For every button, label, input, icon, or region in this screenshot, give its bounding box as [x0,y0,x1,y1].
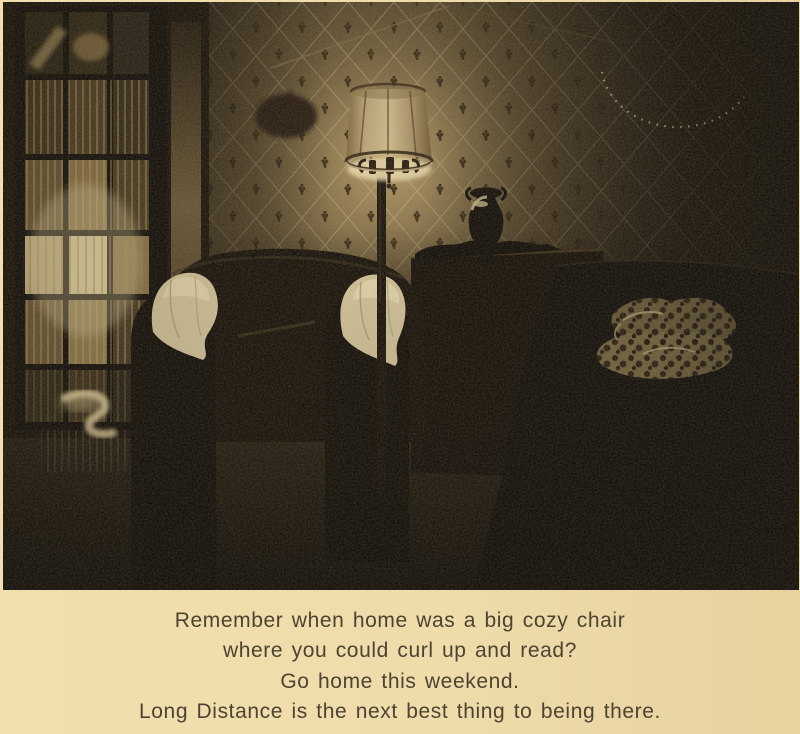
caption [0,606,800,728]
caption-line-2: where you could curl up and read? [222,639,577,663]
photo-grain [3,2,799,590]
caption-line-3: Go home this weekend. [280,669,520,693]
caption-line-1: Remember when home was a big cozy chair [174,609,626,632]
caption-line-4: Long Distance is the next best thing to being there. [138,700,661,724]
room-photograph [3,2,799,590]
